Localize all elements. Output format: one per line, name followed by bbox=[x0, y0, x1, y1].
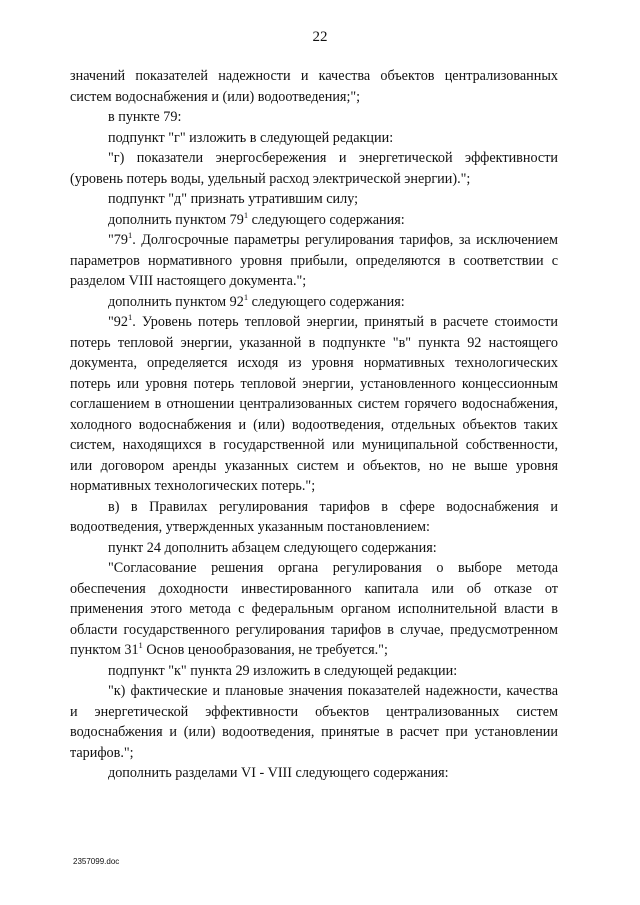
paragraph: "г) показатели энергосбережения и энергетической эффективности (уровень потерь воды, удельный расход электрической энергии)."; bbox=[70, 150, 558, 187]
paragraph: "$79^1$. Долгосрочные параметры регулирования тарифов, за исключением параметров нормативного уровня прибыли, определяются в соответствии с разделом VIII настоящего документа."; bbox=[70, 230, 558, 289]
paragraph: подпункт "д" признать утратившим силу; bbox=[108, 191, 359, 207]
document-body bbox=[70, 66, 558, 784]
superscript: 1 bbox=[127, 312, 133, 322]
paragraph: значений показателей надежности и качества объектов централизованных систем водоснабжения и (или) водоотведения;"; bbox=[70, 68, 558, 105]
paragraph: "Согласование решения органа регулирования о выборе метода обеспечения доходности инвестированного капитала или об отказе от применения этого метода с федеральным органом исполнительной власти в области государственного регулирования тарифов в случае, предусмотренном пунктом $31^1$ Основ ценообразования, не требуется."; bbox=[70, 560, 558, 658]
paragraph: "к) фактические и плановые значения показателей надежности, качества и энергетической эффективности объектов централизованных систем водоснабжения и (или) водоотведения, принятые в расчет при установлении тарифов."; bbox=[70, 683, 558, 761]
superscript: 1 bbox=[243, 291, 249, 302]
paragraph: в пункте 79: bbox=[108, 109, 182, 125]
paragraph: "$92^1$. Уровень потерь тепловой энергии, принятый в расчете стоимости потерь тепловой энергии, указанной в подпункте "в" пункта 92 настоящего документа, определяется исходя из уровня нормативных технологических потерь или уровня потерь тепловой энергии, установленного концессионным соглашением в отношении централизованных систем горячего водоснабжения, холодного водоснабжения и (или) водоотведения, отдельных объектов таких систем, находящихся в государственной или муниципальной собственности, или договором аренды указанных систем и объектов, но не выше уровня нормативных технологических потерь."; bbox=[70, 312, 558, 494]
paragraph: дополнить пунктом $79^1$ следующего содержания: bbox=[108, 209, 405, 228]
paragraph: подпункт "к" пункта 29 изложить в следующей редакции: bbox=[108, 662, 458, 679]
footer-filename: 2357099.doc bbox=[73, 857, 120, 866]
superscript: 1 bbox=[127, 230, 133, 240]
paragraph: дополнить пунктом $92^1$ следующего содержания: bbox=[108, 291, 405, 310]
superscript: 1 bbox=[243, 209, 249, 220]
paragraph: пункт 24 дополнить абзацем следующего содержания: bbox=[108, 539, 437, 556]
paragraph: в) в Правилах регулирования тарифов в сфере водоснабжения и водоотведения, утвержденных указанным постановлением: bbox=[70, 498, 558, 535]
paragraph: подпункт "г" изложить в следующей редакции: bbox=[108, 129, 394, 146]
page-number: 22 bbox=[312, 29, 328, 45]
paragraph: дополнить разделами VI - VIII следующего содержания: bbox=[108, 765, 449, 781]
superscript: 1 bbox=[138, 640, 143, 650]
